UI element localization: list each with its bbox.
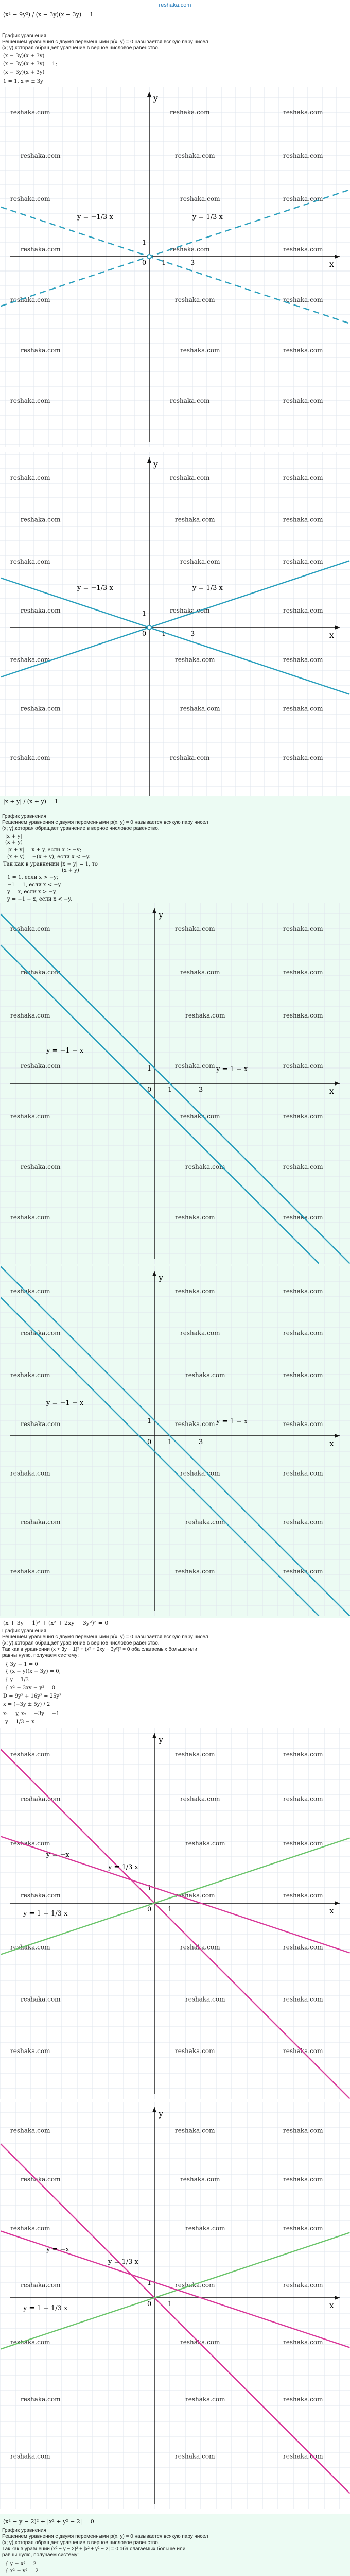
tick-label: 1 [168,1906,172,1913]
watermark-text: reshaka.com [283,1995,323,2003]
watermark-text: reshaka.com [10,2452,50,2460]
watermark-text: reshaka.com [283,1567,323,1575]
watermark-text: reshaka.com [21,607,61,615]
tick-label: 3 [190,259,195,267]
definition-line-1: Решением уравнения с двумя переменными p(x, y) = 0 называется всякую пару чисел [2,1634,208,1640]
watermark-text: reshaka.com [175,2047,215,2055]
origin-label: 0 [147,2300,152,2308]
watermark-text: reshaka.com [21,2176,61,2183]
y-axis-label: y [159,1735,164,1744]
watermark-text: reshaka.com [175,656,215,664]
watermark-text: reshaka.com [283,2047,323,2055]
x-axis-arrow [335,1081,340,1086]
solution-line: Так как в уравнении |x + y| = 1, то [3,861,98,867]
watermark-text: reshaka.com [21,1891,61,1899]
watermark-text: reshaka.com [185,1012,225,1019]
problem-a-equation: (x² − 9y²) / (x − 3y)(x + 3y) = 1 [3,11,94,18]
section-label: График уравнения [2,1628,46,1634]
line-label: y = −x [46,2246,69,2253]
line-label: y = −1 − x [46,1047,84,1055]
tick-label: 1 [142,610,147,618]
x-axis-label: x [329,1086,335,1096]
watermark-text: reshaka.com [175,1287,215,1295]
solution-line: равны нулю, получаем систему: [2,1653,79,1658]
watermark-text: reshaka.com [10,1214,50,1221]
solution-line: (x + y) [62,868,79,873]
watermark-text: reshaka.com [170,109,210,116]
watermark-text: reshaka.com [283,2395,323,2403]
problem-d [0,2514,350,2576]
watermark-text: reshaka.com [283,296,323,303]
watermark-text: reshaka.com [185,1371,225,1379]
watermark-text: reshaka.com [283,1113,323,1120]
excluded-point [147,255,151,259]
solution-line: y = x, если x > −y, [7,889,57,895]
solution-line: равны нулю, получаем систему: [2,2552,79,2558]
watermark-text: reshaka.com [10,296,50,303]
section-label: График уравнения [2,33,46,39]
x-axis-label: x [329,1438,335,1448]
solution-line: { (x + y)(x − 3y) = 0, [5,1669,61,1674]
site-link[interactable]: reshaka.com [159,2,191,8]
line-label: y = 1 − x [216,1065,248,1073]
watermark-text: reshaka.com [175,296,215,303]
watermark-text: reshaka.com [175,1891,215,1899]
solution-line: { 3y − 1 = 0 [5,1662,38,1667]
watermark-text: reshaka.com [10,1371,50,1379]
watermark-text: reshaka.com [180,195,220,202]
line-label: y = 1/3 x [192,584,223,592]
y-axis-arrow [147,457,151,463]
y-axis-label: y [159,2109,164,2119]
line-label: y = 1/3 x [108,1863,138,1871]
solution-line: −1 = 1, если x < −y. [7,882,62,888]
watermark-text: reshaka.com [10,925,50,933]
watermark-text: reshaka.com [175,2127,215,2134]
watermark-text: reshaka.com [283,754,323,761]
definition-line-2: (x; y),которая обращает уравнение в верное числовое равенство. [2,1640,160,1646]
line-label: y = −1/3 x [77,584,113,592]
watermark-text: reshaka.com [170,607,210,615]
watermark-text: reshaka.com [175,1214,215,1221]
watermark-text: reshaka.com [180,1113,220,1120]
watermark-text: reshaka.com [175,516,215,523]
solution-line: 1 = 1, если x > −y; [7,875,59,880]
watermark-text: reshaka.com [180,969,220,976]
watermark-text: reshaka.com [175,1567,215,1575]
watermark-text: reshaka.com [283,2225,323,2232]
y-axis-arrow [152,2107,156,2112]
line-label: y = −1 − x [46,1399,84,1407]
watermark-text: reshaka.com [283,246,323,253]
solution-line: (x + y) = −(x + y), если x < −y. [7,854,91,860]
definition-line-1: Решением уравнения с двумя переменными p(x, y) = 0 называется всякую пару чисел [2,820,208,825]
graph-b-1 [0,903,350,1264]
watermark-text: reshaka.com [10,1287,50,1295]
line-neg-x [1,2144,350,2494]
tick-label: 1 [168,2300,172,2308]
watermark-text: reshaka.com [21,516,61,523]
line-label: y = 1 − 1/3 x [23,2304,68,2312]
problem-a [0,9,350,805]
origin-label: 0 [147,1906,152,1913]
section-label: График уравнения [2,2528,46,2533]
line-label: y = 1/3 x [108,2258,138,2266]
tick-label: 1 [147,1417,152,1425]
watermark-text: reshaka.com [283,1163,323,1171]
watermark-text: reshaka.com [180,1469,220,1477]
watermark-text: reshaka.com [10,2338,50,2346]
line-label: y = −1/3 x [77,213,113,222]
watermark-text: reshaka.com [283,2281,323,2289]
solution-line: { x² + y² = 2 [5,2568,39,2574]
x-axis-label: x [329,1906,335,1916]
solution-line: (x − 3y)(x + 3y) = 1; [3,61,57,67]
tick-label: 1 [142,239,147,247]
solution-line: x = (−3y ± 5y) / 2 [3,1702,50,1707]
problem-c-equation: (x + 3y − 1)² + (x² + 2xy − 3y²)² = 0 [3,1620,109,1626]
tick-label: 1 [168,1086,172,1094]
watermark-text: reshaka.com [185,1840,225,1847]
tick-label: 1 [147,1885,152,1892]
y-axis-label: y [153,459,159,469]
tick-label: 3 [199,1438,203,1446]
watermark-text: reshaka.com [180,1795,220,1803]
y-axis-arrow [152,1733,156,1738]
origin-label: 0 [142,259,147,267]
watermark-text: reshaka.com [175,1062,215,1070]
watermark-text: reshaka.com [175,2452,215,2460]
watermark-text: reshaka.com [283,607,323,615]
tick-label: 1 [147,1065,152,1073]
line-one-minus-x [1,1267,350,1616]
watermark-text: reshaka.com [283,1287,323,1295]
watermark-text: reshaka.com [283,1371,323,1379]
watermark-text: reshaka.com [21,1420,61,1428]
solution-line: 1 = 1, x ≠ ± 3y [3,79,43,84]
watermark-text: reshaka.com [170,473,210,481]
definition-line-2: (x; y),которая обращает уравнение в верное числовое равенство. [2,2540,160,2546]
watermark-text: reshaka.com [283,1943,323,1951]
x-axis-label: x [329,630,335,640]
solution-line: D = 9y² + 16y² = 25y² [3,1693,62,1699]
solution-line: { y − x² = 2 [5,2561,37,2567]
x-axis-arrow [335,2296,340,2300]
solution-line: { x² + 3xy − y² = 0 [5,1685,56,1691]
watermark-text: reshaka.com [283,969,323,976]
watermark-text: reshaka.com [283,195,323,202]
problem-d-equation: (x² − y − 2)² + |x² + y² − 2| = 0 [3,2518,94,2525]
watermark-text: reshaka.com [283,2176,323,2183]
watermark-text: reshaka.com [10,1113,50,1120]
watermark-text: reshaka.com [21,969,61,976]
line-label: y = 1 − 1/3 x [23,1910,68,1918]
watermark-text: reshaka.com [175,1420,215,1428]
solution-line: y = −1 − x, если x < −y. [7,896,72,902]
watermark-text: reshaka.com [180,1329,220,1337]
watermark-text: reshaka.com [180,558,220,565]
watermark-text: reshaka.com [10,2127,50,2134]
watermark-text: reshaka.com [180,347,220,354]
solution-line: |x + y| [5,834,22,839]
watermark-text: reshaka.com [283,1062,323,1070]
watermark-text: reshaka.com [283,152,323,159]
solution-line: Так как в уравнении (x² − y − 2)² + |x² + y² − 2| = 0 оба слагаемых больше или [2,2546,186,2552]
watermark-text: reshaka.com [21,1062,61,1070]
watermark-text: reshaka.com [175,152,215,159]
graph-b-2 [0,1266,350,1616]
watermark-text: reshaka.com [21,2395,61,2403]
watermark-text: reshaka.com [283,1518,323,1526]
watermark-text: reshaka.com [283,1214,323,1221]
solution-line: (x + y) [5,840,23,845]
y-axis-label: y [159,910,164,920]
graph-a-1 [0,87,350,447]
watermark-text: reshaka.com [283,1751,323,1758]
x-axis-arrow [335,255,340,259]
watermark-text: reshaka.com [175,925,215,933]
line-label: y = −x [46,1851,69,1859]
line-label: y = 1 − x [216,1418,248,1426]
watermark-text: reshaka.com [10,1943,50,1951]
graph-c-1 [0,1728,350,2099]
watermark-text: reshaka.com [21,705,61,713]
solution-line: { y = 1/3 [5,1677,29,1683]
watermark-text: reshaka.com [283,1891,323,1899]
watermark-text: reshaka.com [185,2395,225,2403]
watermark-text: reshaka.com [10,1567,50,1575]
watermark-text: reshaka.com [283,705,323,713]
watermark-text: reshaka.com [283,2452,323,2460]
section-label: График уравнения [2,814,46,819]
watermark-text: reshaka.com [10,2047,50,2055]
watermark-text: reshaka.com [10,754,50,761]
solution-line: y = 1/3 − x [5,1719,34,1725]
watermark-text: reshaka.com [21,246,61,253]
watermark-text: reshaka.com [170,754,210,761]
watermark-text: reshaka.com [21,152,61,159]
line-neg-one-third [1,578,349,694]
solution-line: Так как в уравнении (x + 3y − 1)² + (x² + 2xy − 3y²)² = 0 оба слагаемых больше или [2,1647,197,1652]
watermark-text: reshaka.com [283,1329,323,1337]
origin-label: 0 [147,1086,152,1094]
watermark-text: reshaka.com [283,1795,323,1803]
watermark-text: reshaka.com [185,1518,225,1526]
y-axis-label: y [159,1273,164,1282]
watermark-text: reshaka.com [185,1995,225,2003]
problem-b-equation: |x + y| / (x + y) = 1 [3,798,59,805]
excluded-point [147,625,151,630]
watermark-text: reshaka.com [283,109,323,116]
watermark-text: reshaka.com [10,397,50,404]
x-axis-arrow [335,1434,340,1438]
watermark-text: reshaka.com [283,516,323,523]
watermark-text: reshaka.com [10,656,50,664]
watermark-text: reshaka.com [283,656,323,664]
x-axis-arrow [335,625,340,630]
watermark-text: reshaka.com [283,1840,323,1847]
solution-line: (x − 3y)(x + 3y) [3,70,45,75]
watermark-text: reshaka.com [10,195,50,202]
watermark-text: reshaka.com [283,925,323,933]
y-axis-arrow [152,1271,156,1276]
y-axis-arrow [147,92,151,97]
line-one-minus-x [1,914,350,1264]
watermark-text: reshaka.com [283,347,323,354]
definition-line-1: Решением уравнения с двумя переменными p(x, y) = 0 называется всякую пару чисел [2,2534,208,2539]
watermark-text: reshaka.com [180,2338,220,2346]
solution-line: x₁ = y, x₂ = −3y = −1 [3,1711,60,1717]
watermark-text: reshaka.com [175,1751,215,1758]
watermark-text: reshaka.com [21,2281,61,2289]
x-axis-label: x [329,2300,335,2310]
definition-line-1: Решением уравнения с двумя переменными p(x, y) = 0 называется всякую пару чисел [2,39,208,45]
watermark-text: reshaka.com [21,1329,61,1337]
watermark-text: reshaka.com [21,1995,61,2003]
watermark-text: reshaka.com [21,347,61,354]
watermark-text: reshaka.com [283,397,323,404]
origin-label: 0 [142,630,147,638]
watermark-text: reshaka.com [10,558,50,565]
watermark-text: reshaka.com [10,1469,50,1477]
watermark-text: reshaka.com [283,473,323,481]
x-axis-arrow [335,1901,340,1905]
line-label: y = 1/3 x [192,213,223,222]
watermark-text: reshaka.com [21,1163,61,1171]
watermark-text: reshaka.com [21,1518,61,1526]
watermark-text: reshaka.com [283,1012,323,1019]
watermark-text: reshaka.com [283,558,323,565]
watermark-text: reshaka.com [283,2127,323,2134]
y-axis-arrow [152,908,156,913]
tick-label: 1 [162,259,166,267]
watermark-text: reshaka.com [21,1795,61,1803]
watermark-text: reshaka.com [10,1012,50,1019]
watermark-text: reshaka.com [180,1943,220,1951]
definition-line-2: (x; y),которая обращает уравнение в верное числовое равенство. [2,826,160,832]
x-axis-label: x [329,259,335,269]
origin-label: 0 [147,1438,152,1446]
watermark-text: reshaka.com [170,246,210,253]
tick-label: 1 [168,1438,172,1446]
solution-line: (x − 3y)(x + 3y) [3,53,45,59]
graph-c-2 [0,2102,350,2509]
watermark-text: reshaka.com [283,2338,323,2346]
watermark-text: reshaka.com [283,1420,323,1428]
watermark-text: reshaka.com [175,2281,215,2289]
tick-label: 1 [147,2279,152,2287]
watermark-text: reshaka.com [10,109,50,116]
definition-line-2: (x; y),которая обращает уравнение в верное числовое равенство. [2,45,160,51]
tick-label: 3 [199,1086,203,1094]
graph-a-2 [0,452,350,803]
watermark-text: reshaka.com [180,2176,220,2183]
watermark-text: reshaka.com [170,397,210,404]
watermark-text: reshaka.com [180,705,220,713]
watermark-text: reshaka.com [185,2225,225,2232]
tick-label: 1 [162,630,166,638]
watermark-text: reshaka.com [10,2225,50,2232]
solution-line: |x + y| = x + y, если x ≥ −y; [7,847,82,853]
watermark-text: reshaka.com [10,473,50,481]
problem-c [0,1618,350,2514]
y-axis-label: y [153,93,159,103]
problem-b [0,796,350,1618]
watermark-text: reshaka.com [10,1751,50,1758]
watermark-text: reshaka.com [283,1469,323,1477]
watermark-text: reshaka.com [10,1840,50,1847]
watermark-text: reshaka.com [185,1163,225,1171]
tick-label: 3 [190,630,195,638]
line-neg-one-third [1,207,349,324]
